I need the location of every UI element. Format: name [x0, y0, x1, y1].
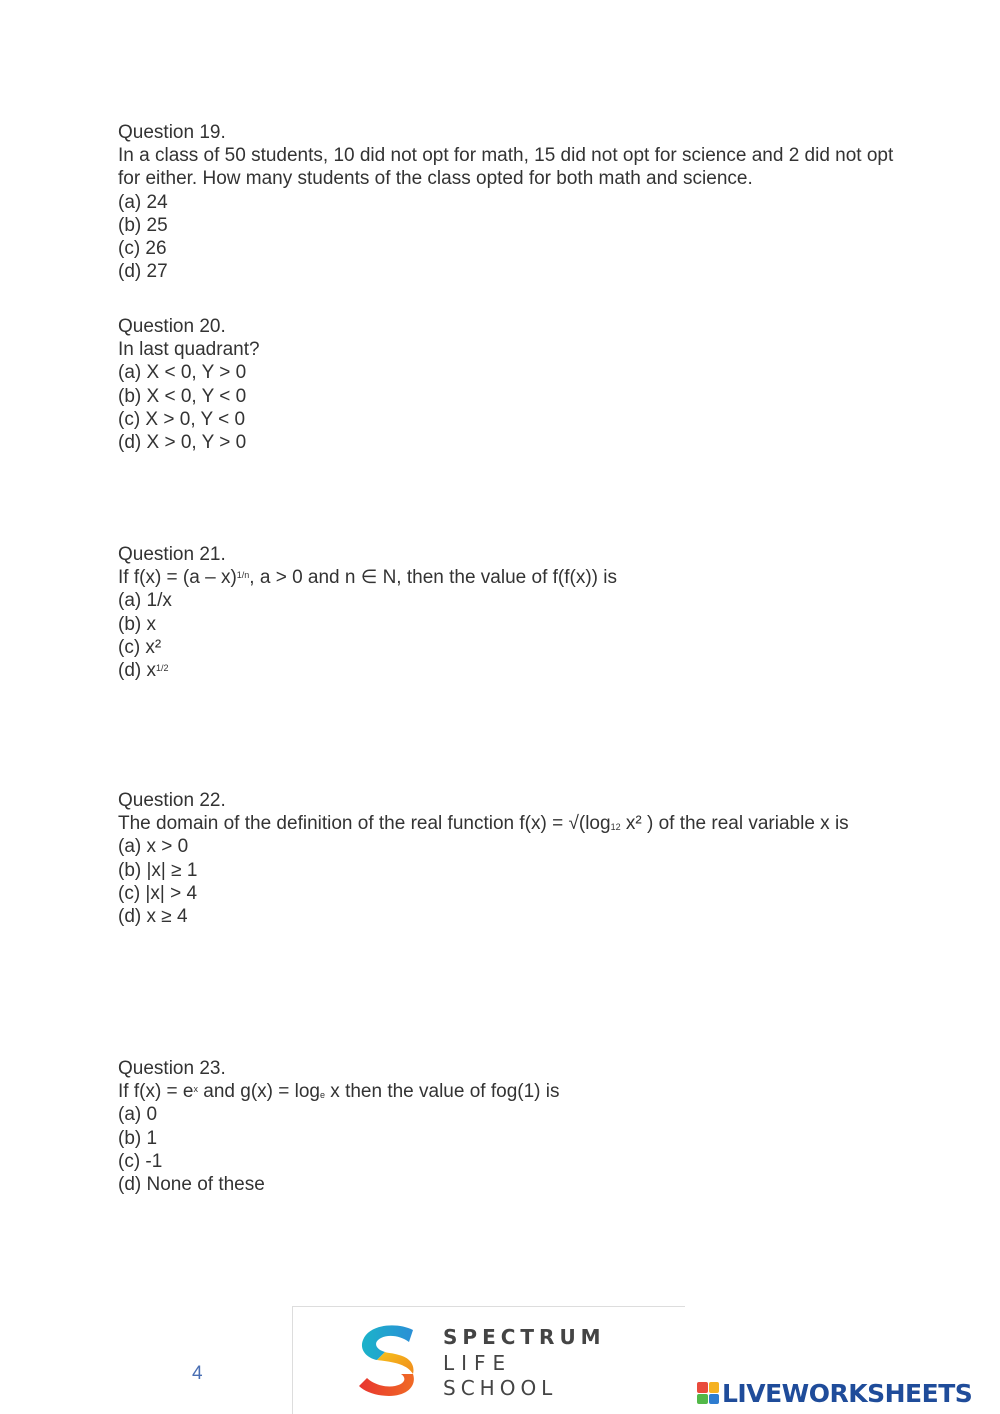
option-a: (a) 0	[118, 1104, 158, 1126]
text-part: x² ) of the real variable x is	[620, 813, 849, 835]
question-19	[118, 121, 918, 283]
brand-line-1: SPECTRUM	[443, 1325, 606, 1349]
text-part: If f(x) = e	[118, 1081, 194, 1103]
option-a: (a) 1/x	[118, 590, 172, 612]
option-b: (b) 25	[118, 214, 168, 236]
option-d-base: (d) x	[118, 660, 156, 682]
option-d	[118, 659, 918, 682]
option-a: (a) x > 0	[118, 836, 189, 858]
option-b: (b) X < 0, Y < 0	[118, 385, 247, 407]
text-part: x then the value of fog(1) is	[325, 1081, 560, 1103]
question-text	[118, 1080, 918, 1103]
question-20	[118, 315, 918, 454]
question-title: Question 23.	[118, 1058, 226, 1079]
page-number: 4	[192, 1363, 203, 1384]
log-base: 12	[610, 822, 621, 833]
question-title: Question 21.	[118, 544, 226, 565]
option-b: (b) |x| ≥ 1	[118, 859, 198, 881]
question-text	[118, 566, 918, 589]
option-c: (c) X > 0, Y < 0	[118, 408, 246, 430]
log-base: e	[320, 1090, 326, 1101]
exponent: x	[193, 1084, 198, 1095]
option-a: (a) X < 0, Y > 0	[118, 362, 247, 384]
question-22	[118, 789, 918, 928]
spectrum-logo-icon	[355, 1322, 427, 1398]
option-c: (c) x²	[118, 636, 162, 658]
brand-line-3: SCHOOL	[443, 1376, 558, 1400]
option-d: (d) X > 0, Y > 0	[118, 432, 247, 454]
option-c: (c) -1	[118, 1150, 163, 1172]
liveworksheets-logo-icon	[697, 1382, 719, 1404]
option-b: (b) 1	[118, 1127, 158, 1149]
question-title: Question 22.	[118, 790, 226, 811]
text-part: and g(x) = log	[198, 1081, 320, 1103]
option-d: (d) x ≥ 4	[118, 906, 188, 928]
exponent: 1/n	[236, 570, 250, 581]
watermark-text: LIVEWORKSHEETS	[722, 1378, 973, 1408]
option-d-exponent: 1/2	[156, 663, 169, 674]
option-b: (b) x	[118, 613, 156, 635]
question-title: Question 19.	[118, 122, 226, 143]
option-d: (d) 27	[118, 261, 168, 283]
question-text	[118, 812, 918, 835]
liveworksheets-watermark	[697, 1377, 972, 1409]
question-23	[118, 1057, 918, 1196]
option-c: (c) 26	[118, 238, 167, 260]
question-21	[118, 543, 918, 682]
text-part: If f(x) = (a – x)	[118, 567, 237, 589]
question-title: Question 20.	[118, 316, 226, 337]
text-part: , a > 0 and n ∈ N, then the value of f(f(x)) is	[249, 567, 617, 589]
question-text: In a class of 50 students, 10 did not opt for math, 15 did not opt for science and 2 did not opt for either. How many students of the class opted for both math and science.	[118, 145, 894, 190]
question-text: In last quadrant?	[118, 339, 260, 361]
option-c: (c) |x| > 4	[118, 882, 198, 904]
brand-line-2: LIFE	[443, 1351, 513, 1375]
text-part: The domain of the definition of the real function f(x) = √(log	[118, 813, 611, 835]
option-a: (a) 24	[118, 191, 168, 213]
option-d: (d) None of these	[118, 1174, 265, 1196]
